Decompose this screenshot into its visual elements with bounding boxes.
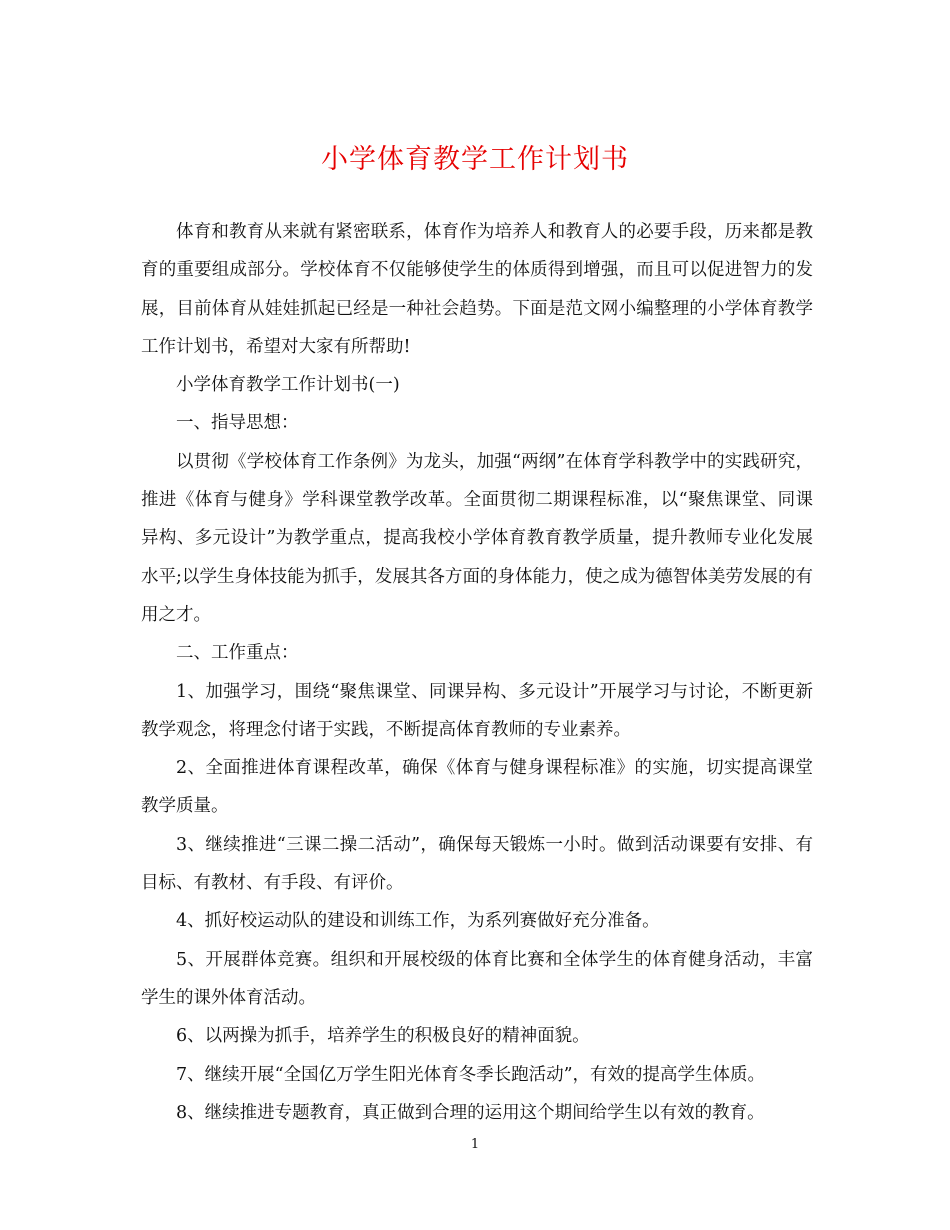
page-number: 1	[470, 1137, 480, 1152]
work-focus-item-5: 5、开展群体竞赛。组织和开展校级的体育比赛和全体学生的体育健身活动，丰富学生的课外体育活动。	[141, 949, 813, 1008]
section-heading-work-focus: 二、工作重点：	[176, 643, 299, 664]
work-focus-item-3: 3、继续推进“三课二操二活动”，确保每天锻炼一小时。做到活动课要有安排、有目标、有教材、有手段、有评价。	[141, 834, 813, 894]
work-focus-item-7: 7、继续开展“全国亿万学生阳光体育冬季长跑活动”，有效的提高学生体质。	[176, 1064, 766, 1085]
document-title: 小学体育教学工作计划书	[321, 144, 629, 175]
work-focus-item-4: 4、抓好校运动队的建设和训练工作，为系列赛做好充分准备。	[176, 911, 660, 932]
document-body	[141, 213, 813, 1132]
intro-paragraph: 体育和教育从来就有紧密联系，体育作为培养人和教育人的必要手段，历来都是教育的重要组成部分。学校体育不仅能够使学生的体质得到增强，而且可以促进智力的发展，目前体育从娃娃抓起已经是一种社会趋势。下面是范文网小编整理的小学体育教学工作计划书，希望对大家有所帮助!	[141, 222, 813, 357]
guiding-ideology-paragraph: 以贯彻《学校体育工作条例》为龙头，加强“两纲”在体育学科教学中的实践研究，推进《体育与健身》学科课堂教学改革。全面贯彻二期课程标准，以“聚焦课堂、同课异构、多元设计”为教学重点，提高我校小学体育教育教学质量，提升教师专业化发展水平;以学生身体技能为抓手，发展其各方面的身体能力，使之成为德智体美劳发展的有用之才。	[141, 451, 813, 625]
section-heading-guiding-ideology: 一、指导思想：	[176, 413, 299, 434]
work-focus-item-6: 6、以两操为抓手，培养学生的积极良好的精神面貌。	[176, 1026, 590, 1047]
work-focus-item-1: 1、加强学习，围绕“聚焦课堂、同课异构、多元设计”开展学习与讨论，不断更新教学观念，将理念付诸于实践，不断提高体育教师的专业素养。	[141, 681, 813, 740]
work-focus-item-2: 2、全面推进体育课程改革，确保《体育与健身课程标准》的实施，切实提高课堂教学质量。	[141, 758, 813, 817]
section-heading-plan-one: 小学体育教学工作计划书(一)	[176, 375, 400, 396]
work-focus-item-8: 8、继续推进专题教育，真正做到合理的运用这个期间给学生以有效的教育。	[176, 1102, 765, 1123]
